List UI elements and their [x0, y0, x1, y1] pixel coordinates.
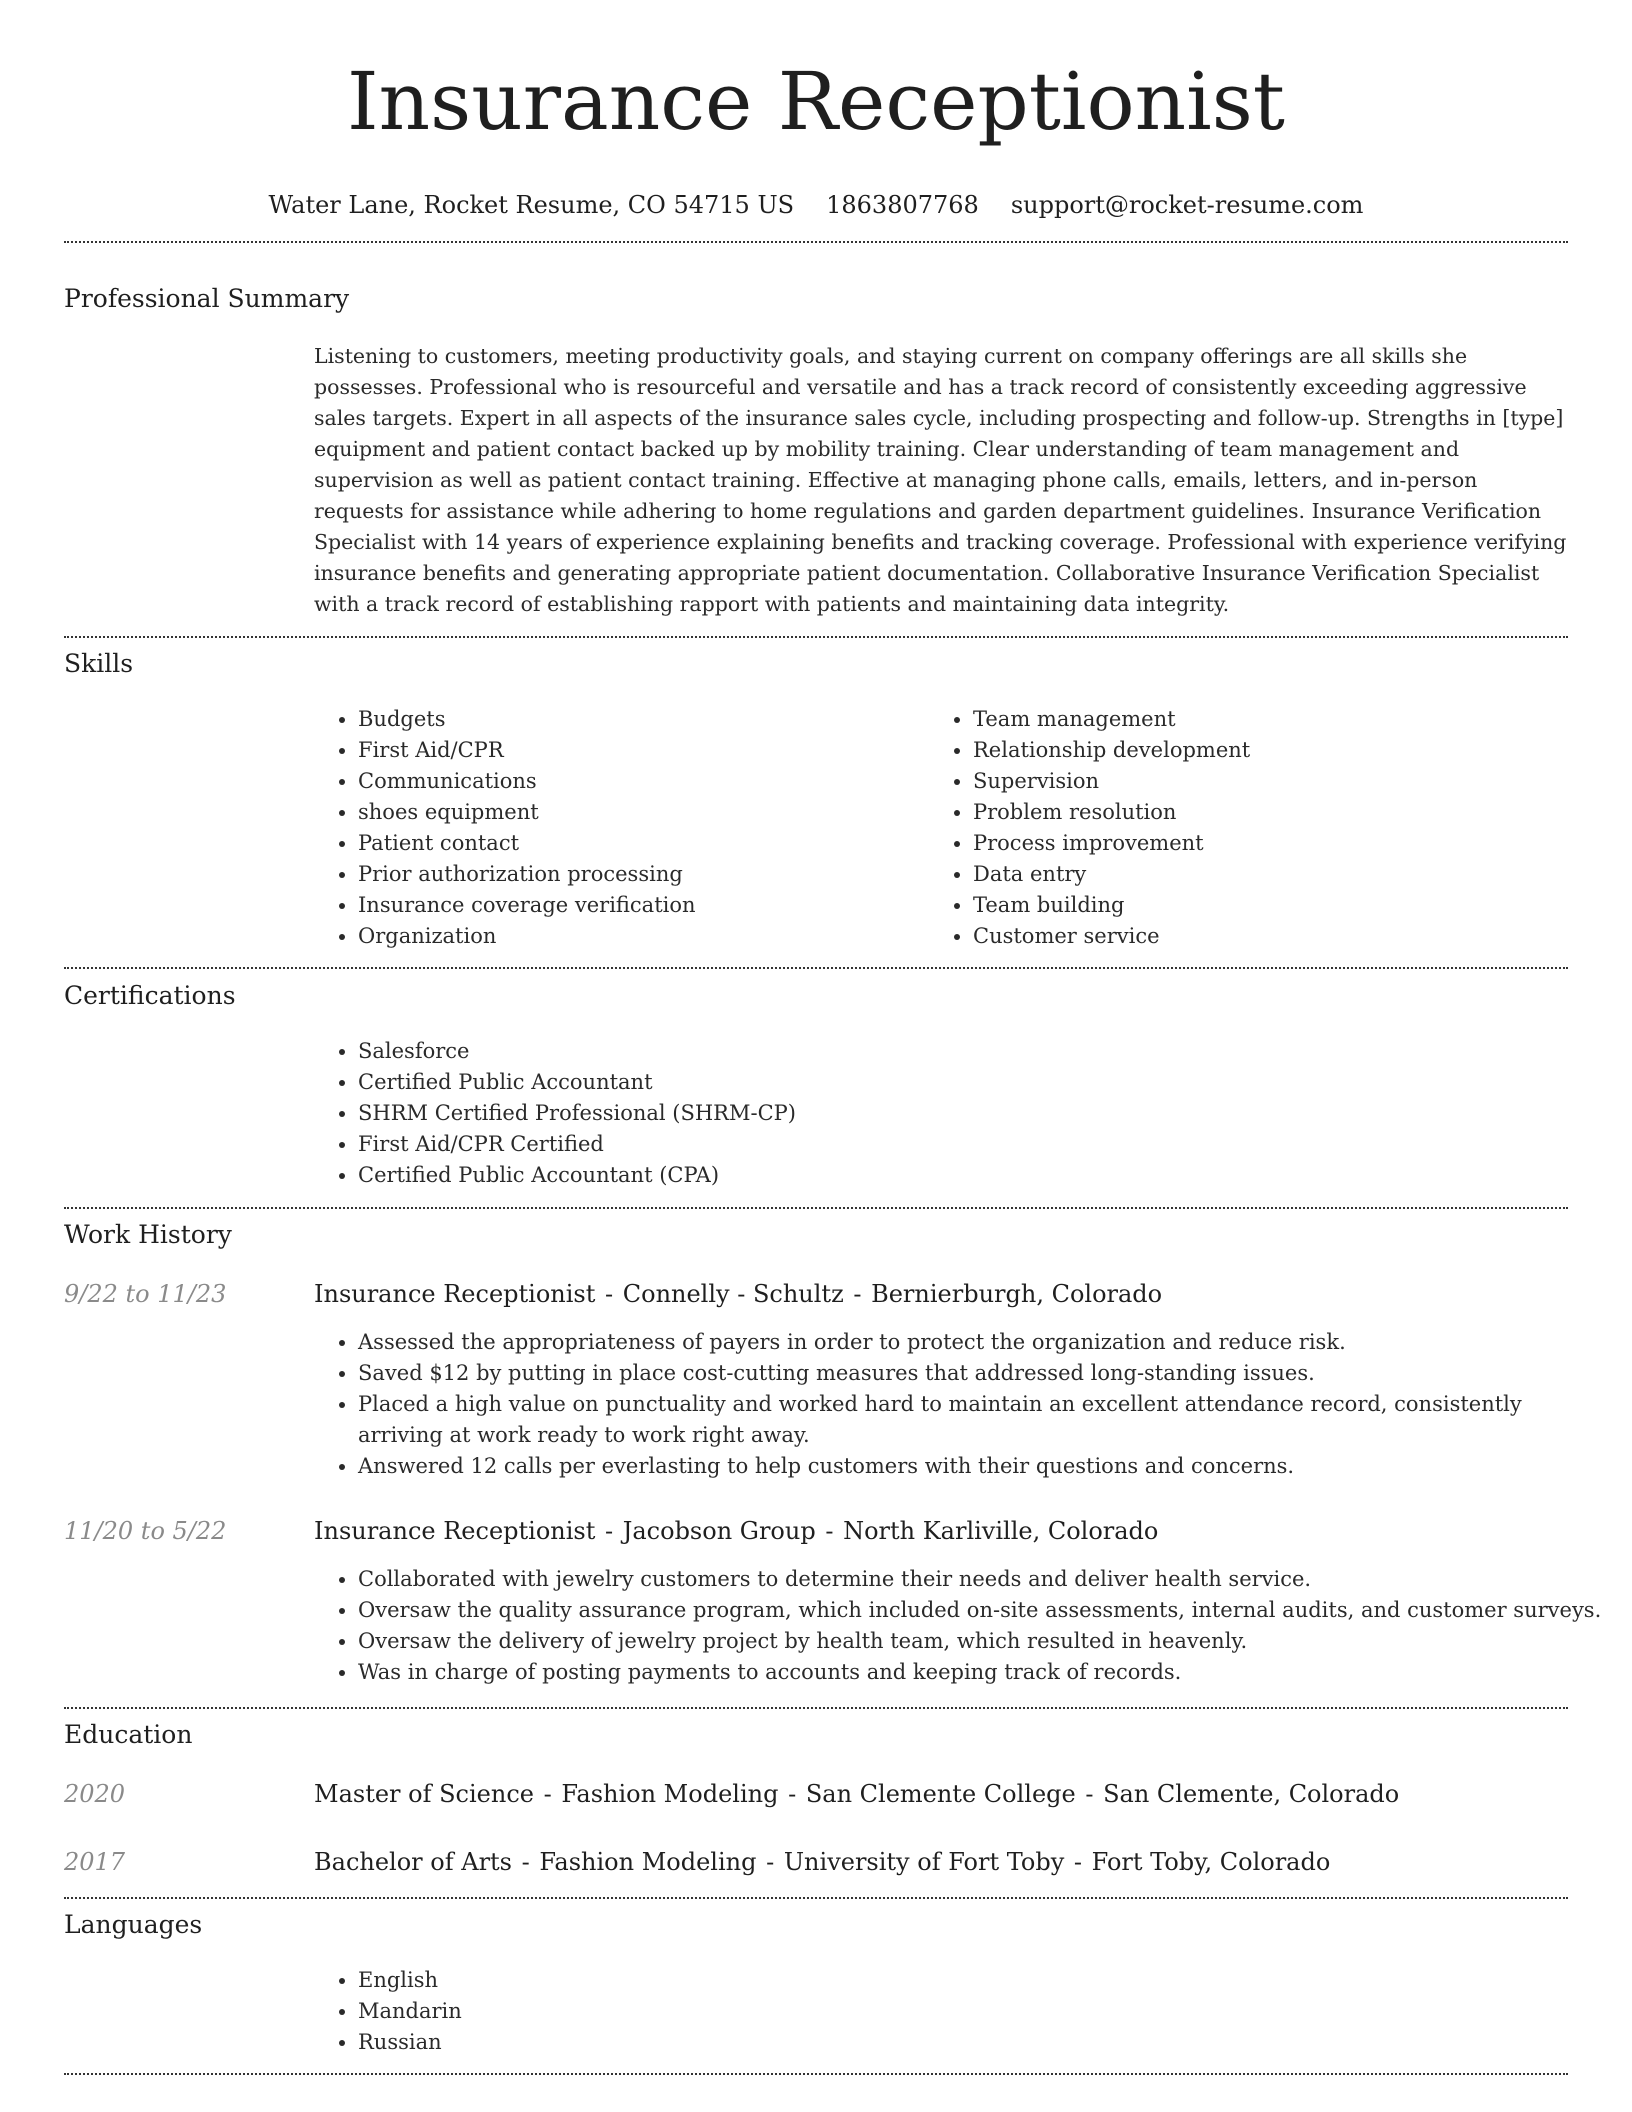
contact-info — [0, 190, 1632, 220]
skill-item: • Budgets — [358, 704, 918, 735]
skill-item: • Prior authorization processing — [358, 859, 918, 890]
school-name: University of Fort Toby — [783, 1848, 1065, 1876]
section-divider — [64, 1207, 1568, 1209]
summary-heading: Professional Summary — [64, 284, 350, 313]
skill-item: • Customer service — [973, 921, 1573, 952]
field-of-study: Fashion Modeling — [539, 1848, 757, 1876]
job-bullet: • Answered 12 calls per everlasting to help customers with their questions and concerns. — [358, 1451, 1588, 1482]
skill-item: • Data entry — [973, 859, 1573, 890]
certification-item: • Certified Public Accountant — [358, 1067, 1558, 1098]
section-divider — [64, 1897, 1568, 1899]
languages-heading: Languages — [64, 1910, 203, 1939]
certification-item: • SHRM Certified Professional (SHRM-CP) — [358, 1098, 1558, 1129]
skill-item: • Team building — [973, 890, 1573, 921]
work-history-heading: Work History — [64, 1220, 232, 1249]
job-bullet: • Saved $12 by putting in place cost-cutting measures that addressed long-standing issues. — [358, 1358, 1588, 1389]
job-bullet: • Was in charge of posting payments to accounts and keeping track of records. — [358, 1657, 1612, 1688]
skill-item: • Process improvement — [973, 828, 1573, 859]
degree: Master of Science — [314, 1780, 534, 1808]
job-bullet: • Oversaw the delivery of jewelry project by health team, which resulted in heavenly. — [358, 1626, 1612, 1657]
skill-item: • Insurance coverage verification — [358, 890, 918, 921]
education-year: 2020 — [64, 1780, 126, 1808]
job-company: Jacobson Group — [622, 1517, 816, 1545]
education-entry: Bachelor of Arts - Fashion Modeling - University of Fort Toby - Fort Toby, Colorado — [314, 1848, 1331, 1876]
skill-item: • Patient contact — [358, 828, 918, 859]
field-of-study: Fashion Modeling — [561, 1780, 779, 1808]
job-title: Insurance Receptionist - Connelly - Schultz - Bernierburgh, Colorado — [314, 1280, 1163, 1308]
education-entry: Master of Science - Fashion Modeling - San Clemente College - San Clemente, Colorado — [314, 1780, 1400, 1808]
languages-list — [314, 1965, 958, 2058]
job-role: Insurance Receptionist — [314, 1280, 596, 1308]
address: Water Lane, Rocket Resume, CO 54715 US — [268, 191, 795, 219]
phone-number: 1863807768 — [826, 191, 979, 219]
certifications-heading: Certifications — [64, 981, 236, 1010]
certification-item: • Salesforce — [358, 1036, 1558, 1067]
certification-item: • Certified Public Accountant (CPA) — [358, 1160, 1558, 1191]
summary-text: Listening to customers, meeting productivity goals, and staying current on company offerings are all skills she possesses. Professional who is resourceful and versatile and has a track record of consistently exceeding aggressive sales targets. Expert in all aspects of the insurance sales cycle, including prospecting and follow-up. Strengths in [type] equipment and patient contact backed up by mobility training. Clear understanding of team management and supervision as well as patient contact training. Effective at managing phone calls, emails, letters, and in-person requests for assistance while adhering to home regulations and garden department guidelines. Insurance Verification Specialist with 14 years of experience explaining benefits and tracking coverage. Professional with experience verifying insurance benefits and generating appropriate patient documentation. Collaborative Insurance Verification Specialist with a track record of establishing rapport with patients and maintaining data integrity. — [314, 344, 1567, 616]
school-location: San Clemente, Colorado — [1103, 1780, 1400, 1808]
skill-item: • Supervision — [973, 766, 1573, 797]
language-item: • Mandarin — [358, 1996, 958, 2027]
school-name: San Clemente College — [805, 1780, 1076, 1808]
job-role: Insurance Receptionist — [314, 1517, 596, 1545]
skill-item: • Communications — [358, 766, 918, 797]
education-year: 2017 — [64, 1848, 126, 1876]
job-company: Connelly - Schultz — [622, 1280, 844, 1308]
language-item: • English — [358, 1965, 958, 1996]
job-bullet: • Oversaw the quality assurance program, which included on-site assessments, internal audits, and customer surveys. — [358, 1595, 1612, 1626]
job-location: Bernierburgh, Colorado — [871, 1280, 1163, 1308]
email-address[interactable]: support@rocket-resume.com — [1010, 191, 1364, 219]
job-title: Insurance Receptionist - Jacobson Group - North Karliville, Colorado — [314, 1517, 1159, 1545]
skill-item: • Relationship development — [973, 735, 1573, 766]
skill-item: • Organization — [358, 921, 918, 952]
education-heading: Education — [64, 1720, 193, 1749]
section-divider — [64, 241, 1568, 243]
skills-list-left — [314, 704, 918, 952]
degree: Bachelor of Arts — [314, 1848, 512, 1876]
job-bullet: • Collaborated with jewelry customers to determine their needs and deliver health service. — [358, 1564, 1612, 1595]
candidate-name: Insurance Receptionist — [347, 55, 1285, 148]
certifications-list — [314, 1036, 1558, 1191]
skill-item: • Problem resolution — [973, 797, 1573, 828]
school-location: Fort Toby, Colorado — [1091, 1848, 1331, 1876]
section-divider — [64, 636, 1568, 638]
job-dates: 9/22 to 11/23 — [64, 1280, 227, 1308]
job-location: North Karliville, Colorado — [843, 1517, 1159, 1545]
section-divider — [64, 2073, 1568, 2075]
skills-list-right — [929, 704, 1573, 952]
skill-item: • First Aid/CPR — [358, 735, 918, 766]
skill-item: • shoes equipment — [358, 797, 918, 828]
language-item: • Russian — [358, 2027, 958, 2058]
certification-item: • First Aid/CPR Certified — [358, 1129, 1558, 1160]
job-bullets — [314, 1564, 1612, 1688]
skill-item: • Team management — [973, 704, 1573, 735]
job-bullet: • Assessed the appropriateness of payers in order to protect the organization and reduce risk. — [358, 1327, 1588, 1358]
section-divider — [64, 1707, 1568, 1709]
job-dates: 11/20 to 5/22 — [64, 1517, 227, 1545]
section-divider — [64, 967, 1568, 969]
job-bullet: • Placed a high value on punctuality and worked hard to maintain an excellent attendance record, consistently arriving at work ready to work right away. — [358, 1389, 1588, 1451]
job-bullets — [314, 1327, 1588, 1482]
skills-heading: Skills — [64, 649, 134, 678]
